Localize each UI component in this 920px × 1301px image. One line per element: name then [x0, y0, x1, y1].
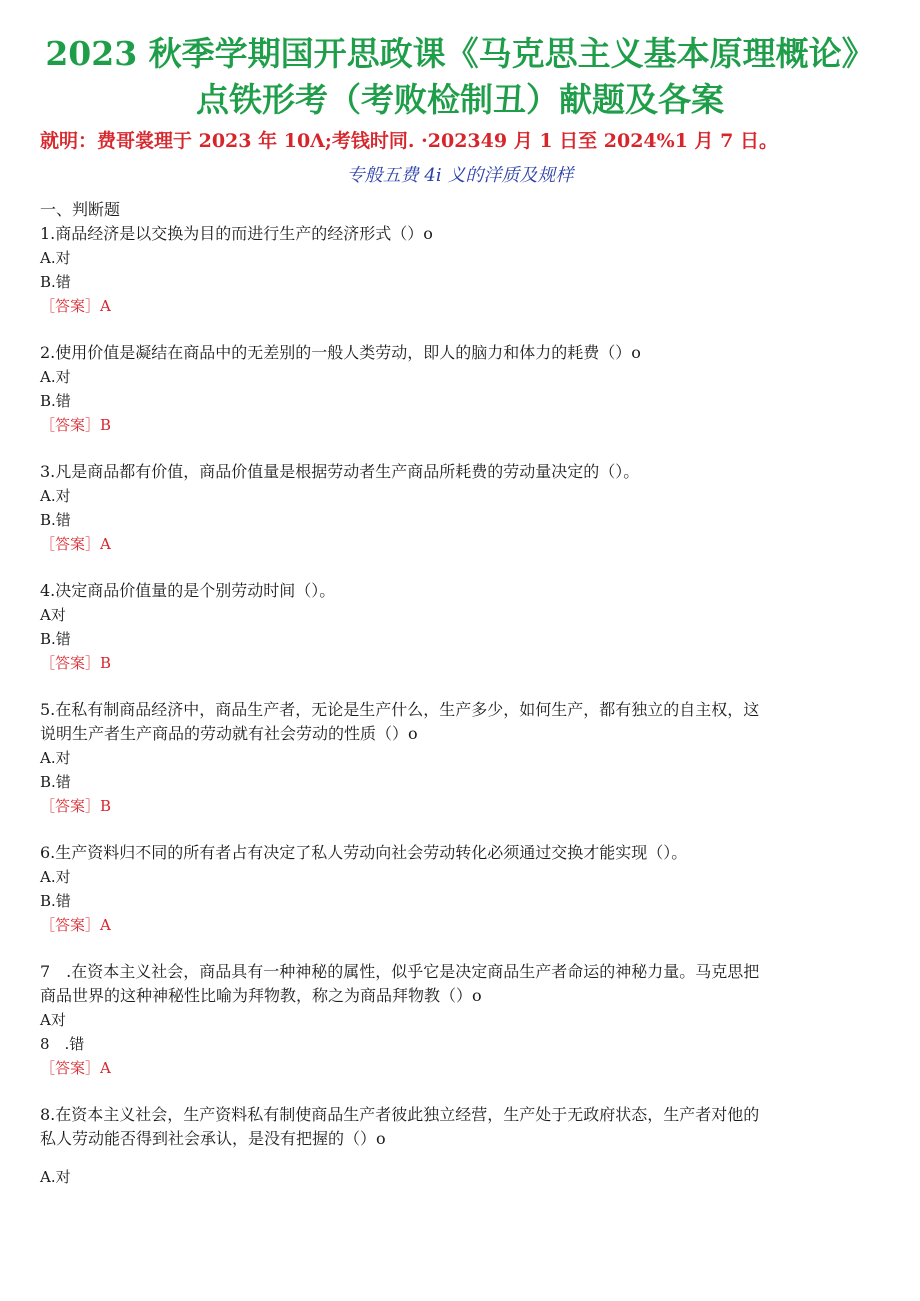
- question-4: [40, 579, 880, 675]
- option-b: 8 .错: [40, 1035, 85, 1053]
- question-5: [40, 698, 880, 818]
- option-a: A.对: [40, 868, 71, 886]
- exam-note: 就明：费哥裳理于 2023 年 10Λ;考钱时同. ·202349 月 1 日至 2024%1 月 7 日。: [40, 130, 778, 152]
- option-b: B.错: [40, 773, 71, 791]
- question-8: [40, 1103, 880, 1189]
- option-a: A对: [40, 1011, 66, 1029]
- option-b: B.错: [40, 273, 71, 291]
- question-text: 2.使用价值是凝结在商品中的无差别的一般人类劳动，即人的脑力和体力的耗费（）o: [40, 343, 641, 362]
- question-text-line-1: 8.在资本主义社会，生产资料私有制使商品生产者彼此独立经营，生产处于无政府状态，生产者对他的: [40, 1105, 760, 1124]
- answer-label: ［答案］B: [40, 416, 112, 434]
- question-text-line-2: 商品世界的这种神秘性比喻为拜物教，称之为商品拜物教（）o: [40, 986, 482, 1005]
- option-a: A.对: [40, 487, 71, 505]
- option-b: B.错: [40, 892, 71, 910]
- question-3: [40, 460, 880, 556]
- option-a: A对: [40, 606, 66, 624]
- option-b: B.错: [40, 392, 71, 410]
- answer-label: ［答案］B: [40, 797, 112, 815]
- option-a: A.对: [40, 249, 71, 267]
- title-line-1: 2023 秋季学期国开思政课《马克思主义基本原理概论》: [45, 34, 875, 73]
- question-text: 6.生产资料归不同的所有者占有决定了私人劳动向社会劳动转化必须通过交换才能实现（）。: [40, 843, 688, 862]
- option-a: A.对: [40, 368, 71, 386]
- question-text: 3.凡是商品都有价值，商品价值量是根据劳动者生产商品所耗费的劳动量决定的（）。: [40, 462, 640, 481]
- option-b: B.错: [40, 511, 71, 529]
- question-1: [40, 222, 880, 318]
- spacer: [40, 1151, 880, 1165]
- option-b: B.错: [40, 630, 71, 648]
- answer-label: ［答案］A: [40, 297, 111, 315]
- question-list: [40, 198, 880, 1212]
- question-text-line-1: 7 .在资本主义社会，商品具有一种神秘的属性，似乎它是决定商品生产者命运的神秘力量。马克思把: [40, 962, 760, 981]
- question-6: [40, 841, 880, 937]
- option-a: A.对: [40, 1168, 71, 1186]
- question-text: 1.商品经济是以交换为目的而进行生产的经济形式（）o: [40, 224, 433, 243]
- question-text-line-2: 私人劳动能否得到社会承认，是没有把握的（）o: [40, 1129, 386, 1148]
- section-heading: 一、判断题: [40, 200, 121, 219]
- question-text: 4.决定商品价值量的是个别劳动时间（）。: [40, 581, 336, 600]
- answer-label: ［答案］A: [40, 916, 111, 934]
- chapter-subtitle: 专般五费 4i 义的洋质及规样: [346, 165, 574, 186]
- title-line-2: 点铁形考（考败检制丑）献题及各案: [196, 80, 724, 119]
- question-7: [40, 960, 880, 1080]
- answer-label: ［答案］A: [40, 1059, 111, 1077]
- question-text-line-1: 5.在私有制商品经济中，商品生产者，无论是生产什么，生产多少，如何生产，都有独立的自主权，这: [40, 700, 760, 719]
- answer-label: ［答案］A: [40, 535, 111, 553]
- answer-label: ［答案］B: [40, 654, 112, 672]
- question-2: [40, 341, 880, 437]
- question-text-line-2: 说明生产者生产商品的劳动就有社会劳动的性质（）o: [40, 724, 418, 743]
- option-a: A.对: [40, 749, 71, 767]
